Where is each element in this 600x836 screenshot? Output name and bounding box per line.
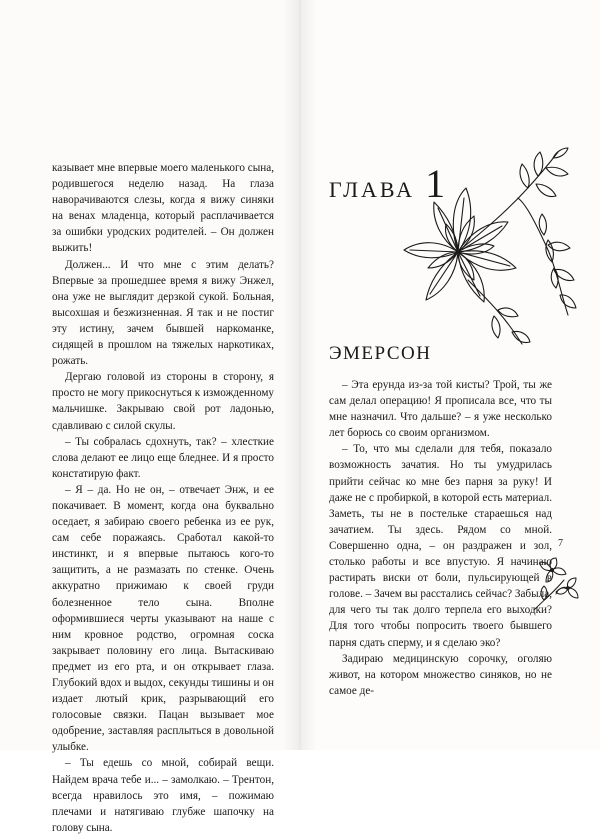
small-flower-icon [528, 556, 584, 614]
paragraph: Должен... И что мне с этим делать? Впервые за прошедшее время я вижу Энжел, она уже не выглядит дерзкой сукой. Больная, высохшая и безжизненная. Я так и не постиг эту истину, зачем бывшей наркоманке, сидящей в прошлом на тяжелых наркотиках, рожать. [52, 258, 274, 368]
page-number: 7 [558, 538, 563, 549]
chapter-word: ГЛАВА [329, 177, 416, 202]
left-page-text [52, 160, 274, 836]
paragraph: – Ты едешь со мной, собирай вещи. Найдем врача тебе и... – замолкаю. – Трентон, всегда нравилось это имя, – пожимаю плечами и натягиваю глубже шапочку на голову сына. [52, 757, 274, 834]
paragraph: казывает мне впервые моего маленького сына, родившегося неделю назад. На глаза наворачиваются слезы, когда я вижу синяки на венах младенца, который расплачивается за ошибки уродских родителей. – Он должен выжить! [52, 162, 274, 255]
paragraph: – То, что мы сделали для тебя, показало возможность зачатия. Но ты умудрилась прийти сейчас ко мне без парня за руку! И даже не с пробиркой, в которой есть материал. Заметь, ты не в постельке стараешься над зачатием. Ты здесь. Рядом со мной. Совершенно одна, – он раздражен и зол, столько работы и все впустую. Я начинаю растирать виски от боли, пульсирующей в голове. – Зачем вы расстались сейчас? Забыла, для чего ты так долго терпела его выходки? Для того чтобы попросить твоего бывшего парня сдать сперму, и я сделаю эко? [329, 443, 552, 649]
right-page-text [329, 377, 552, 699]
paragraph: – Эта ерунда из-за той кисты? Трой, ты же сам делал операцию! Я прописала все, что ты мне назначил. Что дальше? – я уже несколько лет борюсь со своим организмом. [329, 379, 552, 440]
chapter-number: 1 [425, 161, 446, 206]
paragraph: – Ты собралась сдохнуть, так? – хлесткие слова делают ее лицо еще бледнее. И я просто констатирую факт. [52, 435, 274, 480]
paragraph: Задираю медицинскую сорочку, оголяю живот, на котором множество синяков, но не самое де- [329, 652, 552, 697]
paragraph: Дергаю головой из стороны в сторону, я просто не могу прикоснуться к изможденному мальчишке. Закрываю свой рот ладонью, сдавливаю с силой скулы. [52, 371, 274, 432]
floral-illustration-icon [398, 140, 580, 360]
character-name-heading: ЭМЕРСОН [329, 343, 432, 364]
paragraph: – Я – да. Но не он, – отвечает Энж, и ее покачивает. В момент, когда она буквально оседает, я забираю своего ребенка из ее рук, сам себе поражаясь. Сработал какой-то инстинкт, и я впервые пытаюсь кого-то защитить, а не размазать по стенке. Очень аккуратно прижимаю к своей груди болезненное тело сына. Вполне оформившиеся черты указывают на наше с ним кровное родство, огромная соска закрывает половину его лица. Вытаскиваю предмет из его рта, и он открывает глаза. Глубокий вдох и выдох, секунды тишины и он издает лютый крик, разрывающий его голосовые связки. Пацан вызывает мое одобрение, заставляя расплыться в довольной улыбке. [52, 483, 274, 754]
